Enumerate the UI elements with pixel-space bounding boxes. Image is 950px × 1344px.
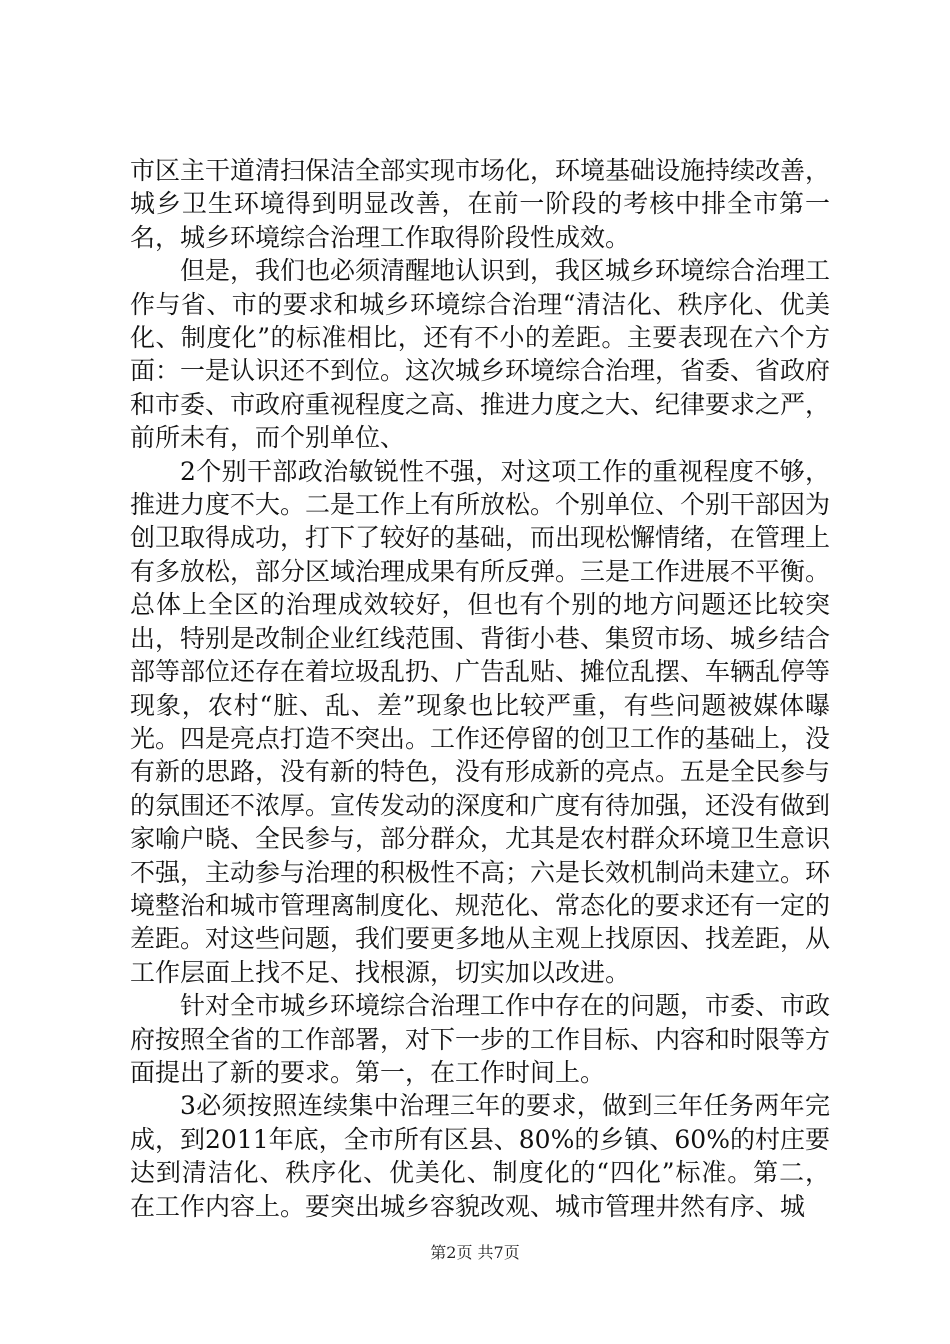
- page-number-footer: 第2页 共7页: [430, 1243, 520, 1262]
- paragraph-3: 2个别干部政治敏锐性不强，对这项工作的重视程度不够，推进力度不大。二是工作上有所放松。个别单位、个别干部因为创卫取得成功，打下了较好的基础，而出现松懈情绪，在管理上有多放松，部分区域治理成果有所反弹。三是工作进展不平衡。总体上全区的治理成效较好，但也有个别的地方问题还比较突出，特别是改制企业红线范围、背街小巷、集贸市场、城乡结合部等部位还存在着垃圾乱扔、广告乱贴、摊位乱摆、车辆乱停等现象，农村“脏、乱、差”现象也比较严重，有些问题被媒体曝光。四是亮点打造不突出。工作还停留的创卫工作的基础上，没有新的思路，没有新的特色，没有形成新的亮点。五是全民参与的氛围还不浓厚。宣传发动的深度和广度有待加强，还没有做到家喻户晓、全民参与，部分群众，尤其是农村群众环境卫生意识不强，主动参与治理的积极性不高；六是长效机制尚未建立。环境整治和城市管理离制度化、规范化、常态化的要求还有一定的差距。对这些问题，我们要更多地从主观上找原因、找差距，从工作层面上找不足、找根源，切实加以改进。: [130, 456, 831, 987]
- paragraph-2: 但是，我们也必须清醒地认识到，我区城乡环境综合治理工作与省、市的要求和城乡环境综合治理“清洁化、秩序化、优美化、制度化”的标准相比，还有不小的差距。主要表现在六个方面：一是认识还不到位。这次城乡环境综合治理，省委、省政府和市委、市政府重视程度之高、推进力度之大、纪律要求之严，前所未有，而个别单位、: [130, 256, 831, 453]
- paragraph-4: 针对全市城乡环境综合治理工作中存在的问题，市委、市政府按照全省的工作部署，对下一步的工作目标、内容和时限等方面提出了新的要求。第一，在工作时间上。: [130, 991, 831, 1087]
- document-body: [130, 154, 830, 1223]
- paragraph-5: 3必须按照连续集中治理三年的要求，做到三年任务两年完成，到2011年底，全市所有区县、80%的乡镇、60%的村庄要达到清洁化、秩序化、优美化、制度化的“四化”标准。第二，在工作内容上。要突出城乡容貌改观、城市管理井然有序、城: [130, 1091, 830, 1221]
- paragraph-1: 市区主干道清扫保洁全部实现市场化，环境基础设施持续改善，城乡卫生环境得到明显改善，在前一阶段的考核中排全市第一名，城乡环境综合治理工作取得阶段性成效。: [130, 156, 831, 252]
